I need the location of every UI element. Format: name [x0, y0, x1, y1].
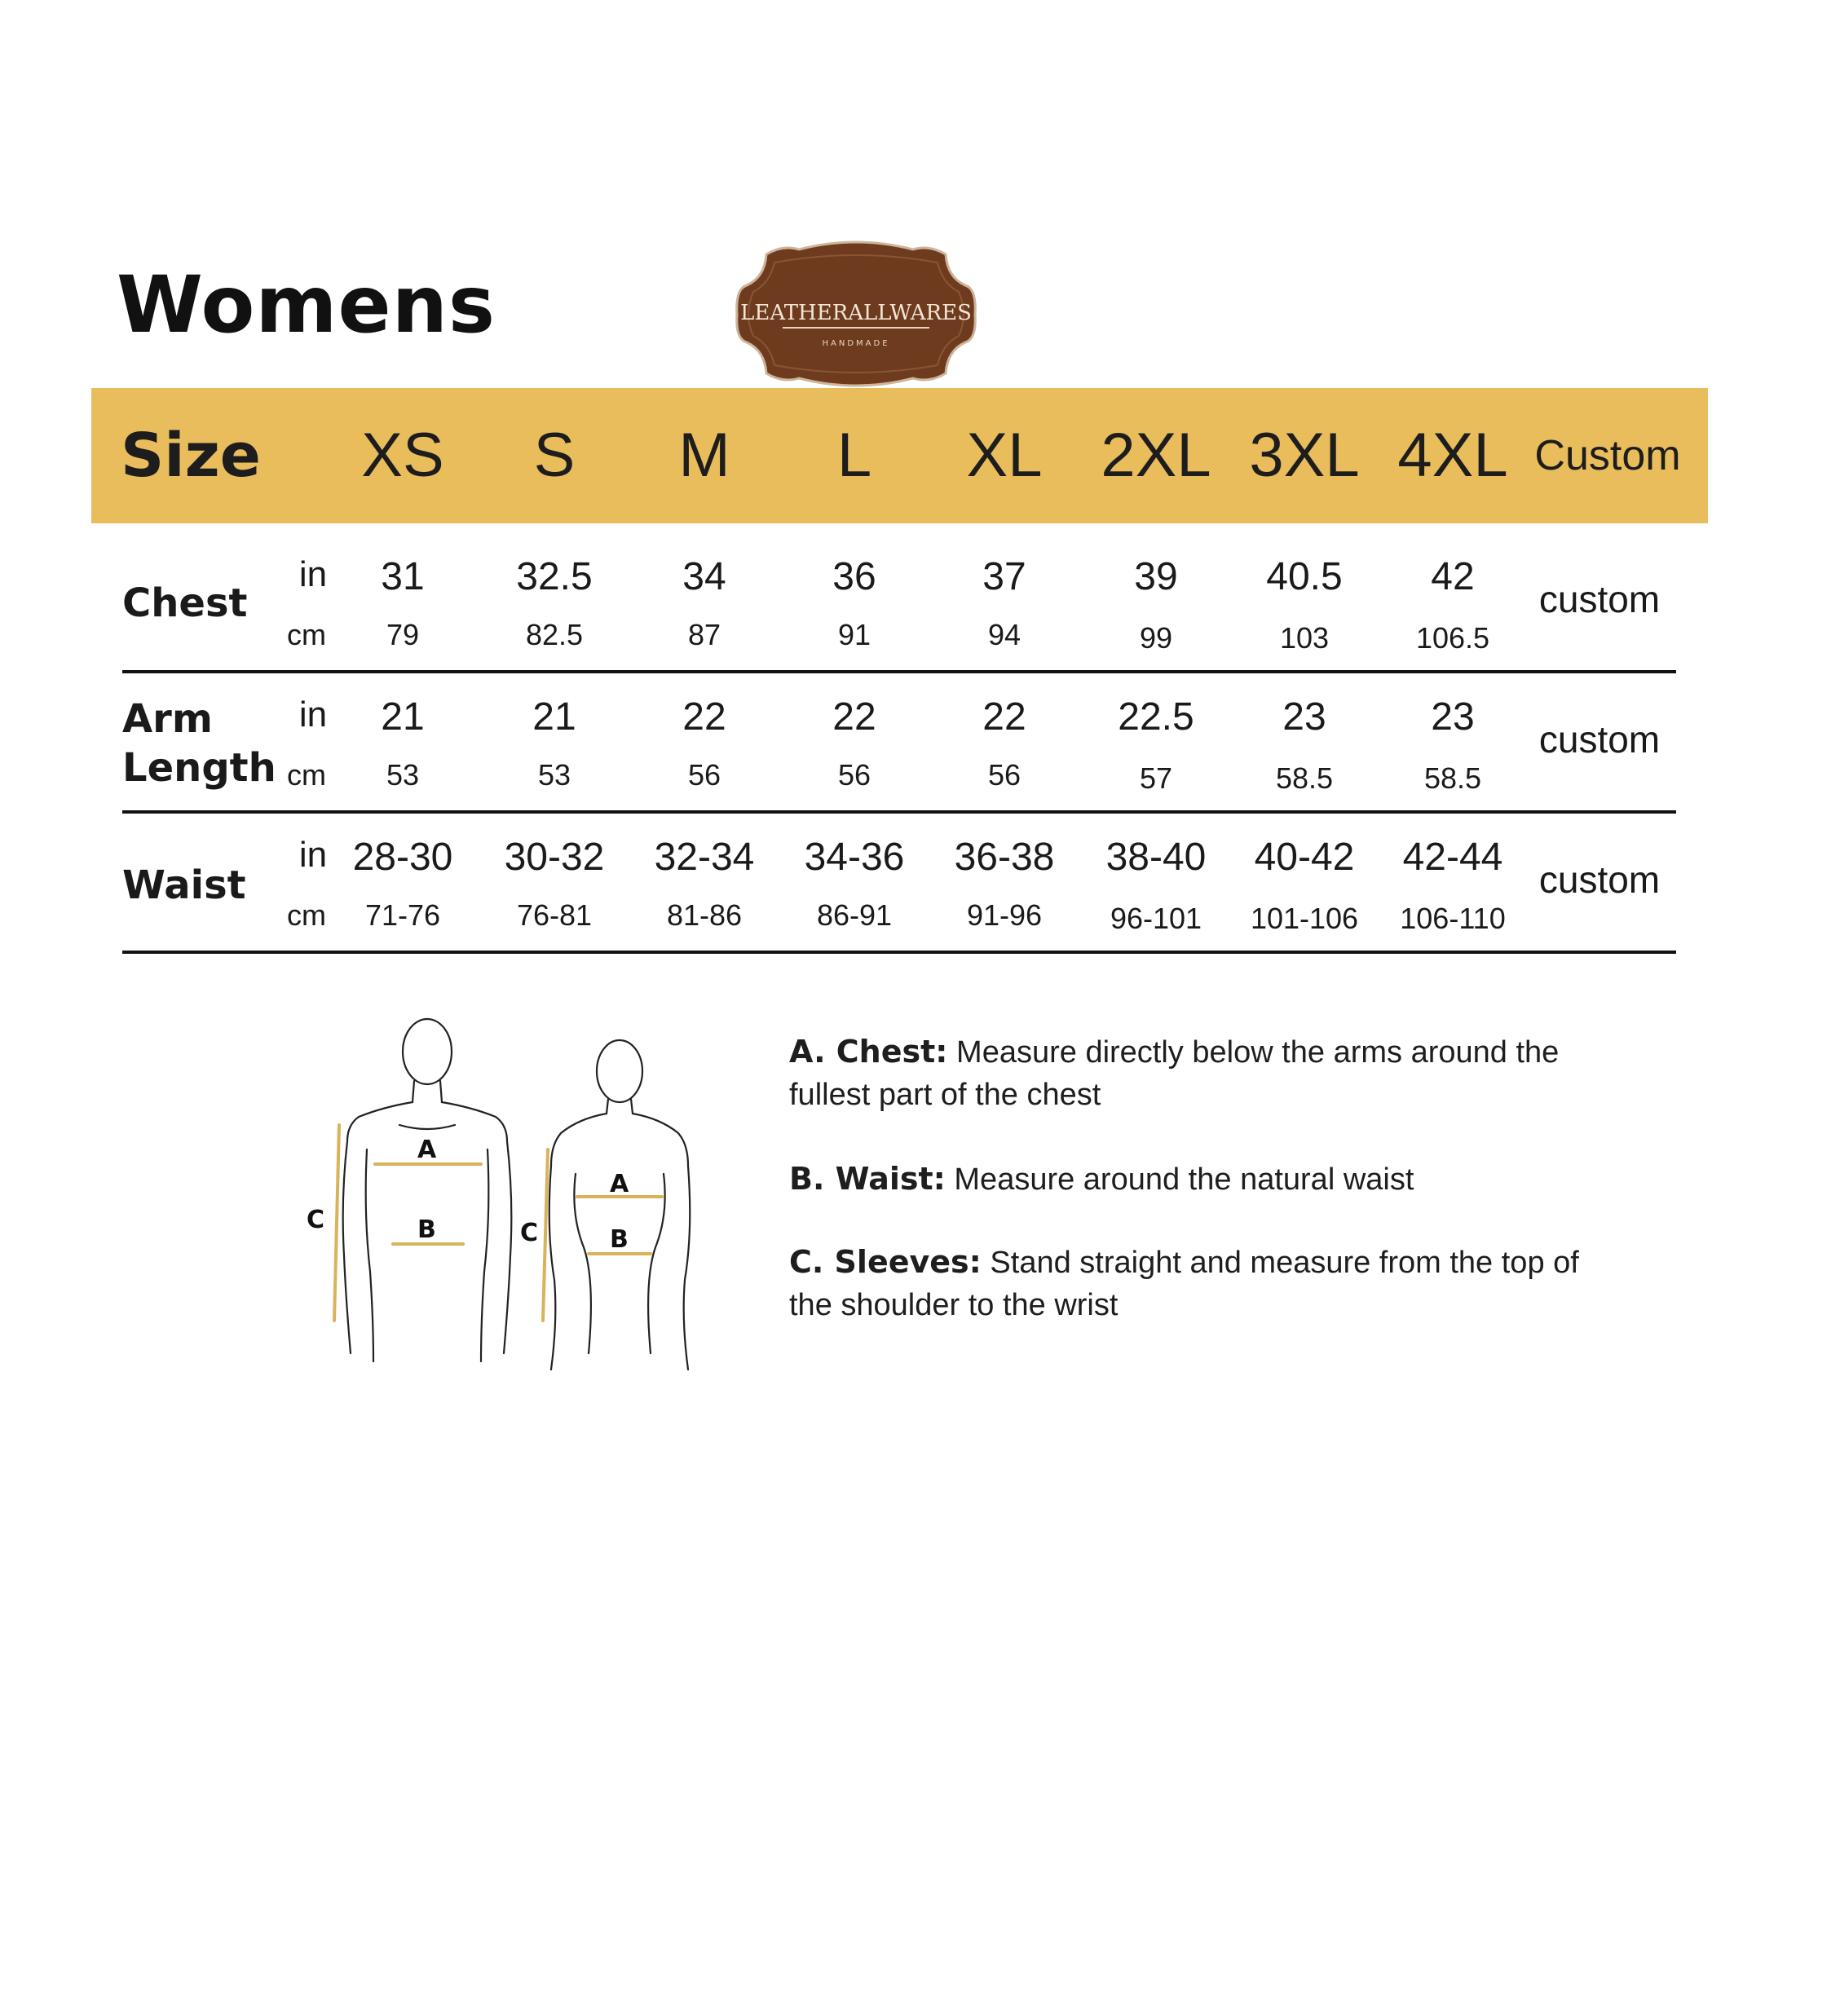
instruction-waist: [789, 1158, 1588, 1201]
arm-cm-3xl: 58.5: [1275, 761, 1334, 795]
waist-cm-l: 86-91: [816, 898, 893, 932]
chest-cm-xl: 94: [987, 618, 1021, 651]
size-2xl: 2XL: [1101, 421, 1211, 490]
waist-in-l: 34-36: [804, 836, 905, 879]
size-header-label: Size: [121, 421, 261, 491]
row-label-chest: Chest: [122, 580, 248, 626]
chest-cm-4xl: 106.5: [1415, 621, 1490, 655]
brand-logo-badge: [734, 238, 978, 390]
arm-cm-l: 56: [837, 758, 871, 792]
waist-in-2xl: 38-40: [1105, 836, 1207, 879]
instruction-text: Stand straight and measure from the top of the shoulder to the wrist: [789, 1246, 1579, 1322]
brand-logo: [734, 238, 978, 390]
instruction-term: A. Chest:: [789, 1034, 948, 1070]
waist-in-m: 32-34: [654, 836, 755, 879]
arm-in-xl: 22: [982, 695, 1026, 739]
row-label-length: Length: [122, 745, 276, 791]
unit-cm: cm: [287, 758, 326, 792]
size-l: L: [836, 421, 872, 490]
waist-cm-s: 76-81: [516, 898, 593, 932]
row-divider: [122, 810, 1676, 814]
row-divider: [122, 951, 1676, 954]
size-s: S: [533, 421, 576, 490]
chest-cm-m: 87: [687, 618, 721, 651]
chest-in-3xl: 40.5: [1266, 555, 1343, 598]
arm-in-3xl: 23: [1282, 695, 1326, 739]
row-label-waist: Waist: [122, 862, 246, 908]
arm-in-l: 22: [832, 695, 876, 739]
chest-in-l: 36: [832, 555, 876, 598]
arm-cm-4xl: 58.5: [1423, 761, 1482, 795]
diagram-label-a-female: A: [610, 1170, 629, 1198]
arm-in-2xl: 22.5: [1118, 695, 1194, 739]
waist-custom: custom: [1538, 858, 1661, 901]
chest-cm-2xl: 99: [1139, 621, 1173, 655]
arm-in-4xl: 23: [1431, 695, 1475, 739]
chest-in-xs: 31: [381, 555, 425, 598]
chest-in-s: 32.5: [516, 555, 593, 598]
measurement-diagram: [302, 1011, 726, 1386]
instruction-chest: [789, 1030, 1588, 1116]
female-figure: [549, 1040, 691, 1370]
chest-cm-xs: 79: [386, 618, 420, 651]
chest-in-4xl: 42: [1431, 555, 1475, 598]
size-header-band: [91, 388, 1708, 523]
diagram-label-b-female: B: [610, 1225, 629, 1254]
table-row-chest: [0, 554, 1840, 677]
logo-brand-text: LEATHERALLWARES: [740, 301, 972, 325]
waist-cm-xl: 91-96: [966, 898, 1043, 932]
unit-cm: cm: [287, 618, 326, 651]
instruction-sleeves: [789, 1241, 1588, 1326]
diagram-label-c-female: C: [520, 1219, 539, 1247]
arm-cm-xl: 56: [987, 758, 1021, 792]
instruction-text: Measure directly below the arms around the fullest part of the chest: [789, 1035, 1560, 1112]
unit-cm: cm: [287, 898, 326, 932]
waist-cm-m: 81-86: [666, 898, 743, 932]
instruction-text: Measure around the natural waist: [945, 1162, 1414, 1197]
unit-in: in: [298, 554, 328, 594]
size-4xl: 4XL: [1397, 421, 1508, 490]
diagram-label-a-male: A: [417, 1136, 437, 1164]
size-custom: Custom: [1534, 432, 1681, 479]
arm-cm-s: 53: [537, 758, 571, 792]
chest-cm-3xl: 103: [1279, 621, 1330, 655]
waist-in-3xl: 40-42: [1254, 836, 1355, 879]
chest-cm-s: 82.5: [525, 618, 584, 651]
waist-in-xl: 36-38: [954, 836, 1055, 879]
arm-cm-m: 56: [687, 758, 721, 792]
diagram-label-c-male: C: [307, 1206, 325, 1234]
waist-in-s: 30-32: [504, 836, 605, 879]
chest-custom: custom: [1538, 578, 1661, 620]
waist-cm-xs: 71-76: [364, 898, 441, 932]
table-row-arm-length: [0, 695, 1840, 817]
unit-in: in: [298, 695, 328, 734]
table-row-waist: [0, 835, 1840, 957]
diagram-label-b-male: B: [417, 1215, 436, 1244]
chest-in-m: 34: [682, 555, 726, 598]
unit-in: in: [298, 835, 328, 875]
chest-cm-l: 91: [837, 618, 871, 651]
body-figures-illustration: [302, 1011, 726, 1386]
arm-custom: custom: [1538, 718, 1661, 761]
arm-cm-2xl: 57: [1139, 761, 1173, 795]
size-xl: XL: [966, 421, 1043, 490]
waist-cm-4xl: 106-110: [1400, 902, 1506, 935]
size-3xl: 3XL: [1249, 421, 1360, 490]
waist-in-4xl: 42-44: [1402, 836, 1503, 879]
row-label-arm: Arm: [122, 696, 213, 742]
instruction-term: B. Waist:: [789, 1161, 946, 1197]
row-divider: [122, 670, 1676, 673]
arm-in-m: 22: [682, 695, 726, 739]
logo-tagline-text: HANDMADE: [822, 339, 890, 348]
male-figure: [343, 1019, 512, 1361]
waist-cm-2xl: 96-101: [1110, 902, 1202, 935]
arm-in-s: 21: [532, 695, 576, 739]
waist-cm-3xl: 101-106: [1250, 902, 1359, 935]
page-title: Womens: [117, 259, 496, 351]
chest-in-xl: 37: [982, 555, 1026, 598]
instruction-term: C. Sleeves:: [789, 1244, 982, 1280]
waist-in-xs: 28-30: [352, 836, 453, 879]
arm-in-xs: 21: [381, 695, 425, 739]
size-xs: XS: [361, 421, 444, 490]
measurement-guides: [334, 1125, 662, 1321]
size-m: M: [678, 421, 730, 490]
chest-in-2xl: 39: [1134, 555, 1178, 598]
arm-cm-xs: 53: [386, 758, 420, 792]
